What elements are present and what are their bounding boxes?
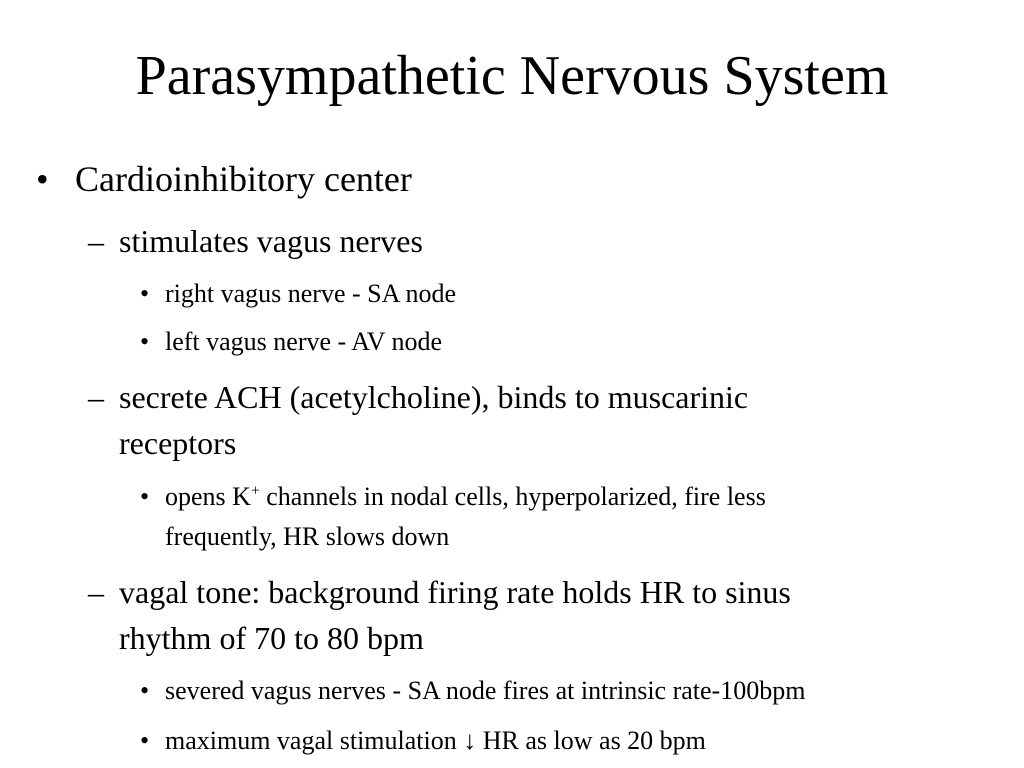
bullet-dot: • — [140, 327, 150, 356]
text-pre: opens K — [165, 482, 251, 511]
bullet-dash: – — [88, 574, 104, 610]
subsub-text — [165, 721, 706, 761]
subsub-text-line2: frequently, HR slows down — [165, 522, 450, 551]
subbullet-text-line1: vagal tone: background firing rate holds HR to sinus — [119, 574, 791, 610]
bullet-dot: • — [140, 676, 150, 705]
subsub-text-line1 — [165, 477, 766, 517]
bullet-dot: • — [140, 279, 150, 308]
subsub-text: severed vagus nerves - SA node fires at intrinsic rate-100bpm — [165, 676, 806, 705]
text-pre: maximum vagal stimulation — [165, 726, 464, 755]
bullet-dot: • — [140, 482, 150, 511]
subbullet-text-line1: secrete ACH (acetylcholine), binds to muscarinic — [119, 379, 749, 415]
superscript-plus: + — [250, 482, 260, 500]
down-arrow-icon: ↓ — [463, 726, 477, 755]
text-post: channels in nodal cells, hyperpolarized, fire less — [259, 482, 766, 511]
subsub-text: left vagus nerve - AV node — [165, 327, 443, 356]
text-post: HR as low as 20 bpm — [476, 726, 706, 755]
subbullet-text: stimulates vagus nerves — [119, 223, 423, 259]
bullet-dash: – — [88, 379, 104, 415]
subbullet-text-line2: rhythm of 70 to 80 bpm — [119, 620, 424, 656]
bullet-dash: – — [88, 223, 104, 259]
bullet-dot: • — [36, 159, 49, 199]
slide-title: Parasympathetic Nervous System — [135, 45, 889, 107]
bullet-dot: • — [140, 726, 150, 755]
bullet-text: Cardioinhibitory center — [75, 159, 412, 199]
subbullet-text-line2: receptors — [119, 425, 237, 461]
subsub-text: right vagus nerve - SA node — [165, 279, 457, 308]
